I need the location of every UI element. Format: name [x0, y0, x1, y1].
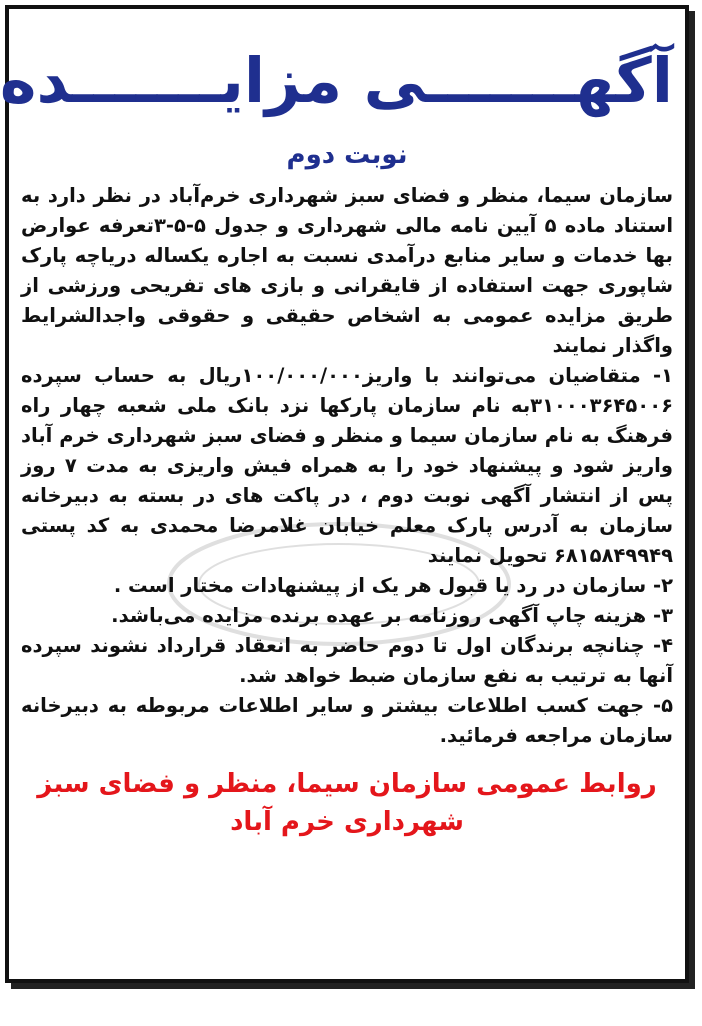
list-item-1: ۱- متقاضیان می‌توانند با واریز۱۰۰/۰۰۰/۰۰۰ریال به حساب سپرده ۳۱۰۰۰۳۶۴۵۰۰۶به نام سازمان پارکها نزد بانک ملی شعبه چهار راه فرهنگ به نام سازمان سیما و منظر و فضای سبز شهرداری خرم آباد واریز شود و پیشنهاد خود را به همراه فیش واریزی به مدت ۷ روز پس از انتشار آگهی نوبت دوم ، در پاکت های در بسته به دبیرخانه سازمان به آدرس پارک معلم خیابان غلامرضا محمدی به کد پستی ۶۸۱۵۸۴۹۹۴۹ تحویل نمایند — [21, 364, 673, 567]
list-item-3: ۳- هزینه چاپ آگهی روزنامه بر عهده برنده مزایده می‌باشد. — [111, 604, 673, 627]
notice-subtitle: نوبت دوم — [286, 140, 408, 170]
notice-content — [0, 17, 673, 971]
list-item-5: ۵- جهت کسب اطلاعات بیشتر و سایر اطلاعات مربوطه به دبیرخانه سازمان مراجعه فرمائید. — [21, 694, 673, 747]
signature-line-1: روابط عمومی سازمان سیما، منظر و فضای سبز — [37, 769, 657, 799]
list-item-4: ۴- چنانچه برندگان اول تا دوم حاضر به انعقاد قرارداد نشوند سپرده آنها به ترتیب به نفع سازمان ضبط خواهد شد. — [21, 634, 673, 687]
intro-paragraph: سازمان سیما، منظر و فضای سبز شهرداری خرم‌آباد در نظر دارد به استناد ماده ۵ آیین نامه مالی شهرداری و جدول ۵-۵-۳تعرفه عوارض بها خدمات و سایر منابع درآمدی نسبت به اجاره یکساله دریاچه پارک شاپوری جهت استفاده از قایقرانی و بازی های تفریحی ورزشی از طریق مزایده عمومی به اشخاص حقیقی و حقوقی واجدالشرایط واگذار نمایند — [21, 184, 673, 357]
notice-signature — [21, 765, 673, 841]
signature-line-2: شهرداری خرم آباد — [230, 807, 464, 837]
notice-title: آگهـــــــی مزایـــــــده — [0, 44, 673, 117]
list-item-2: ۲- سازمان در رد یا قبول هر یک از پیشنهادات مختار است . — [113, 574, 673, 597]
notice-frame — [0, 5, 689, 983]
notice-body — [21, 181, 673, 751]
